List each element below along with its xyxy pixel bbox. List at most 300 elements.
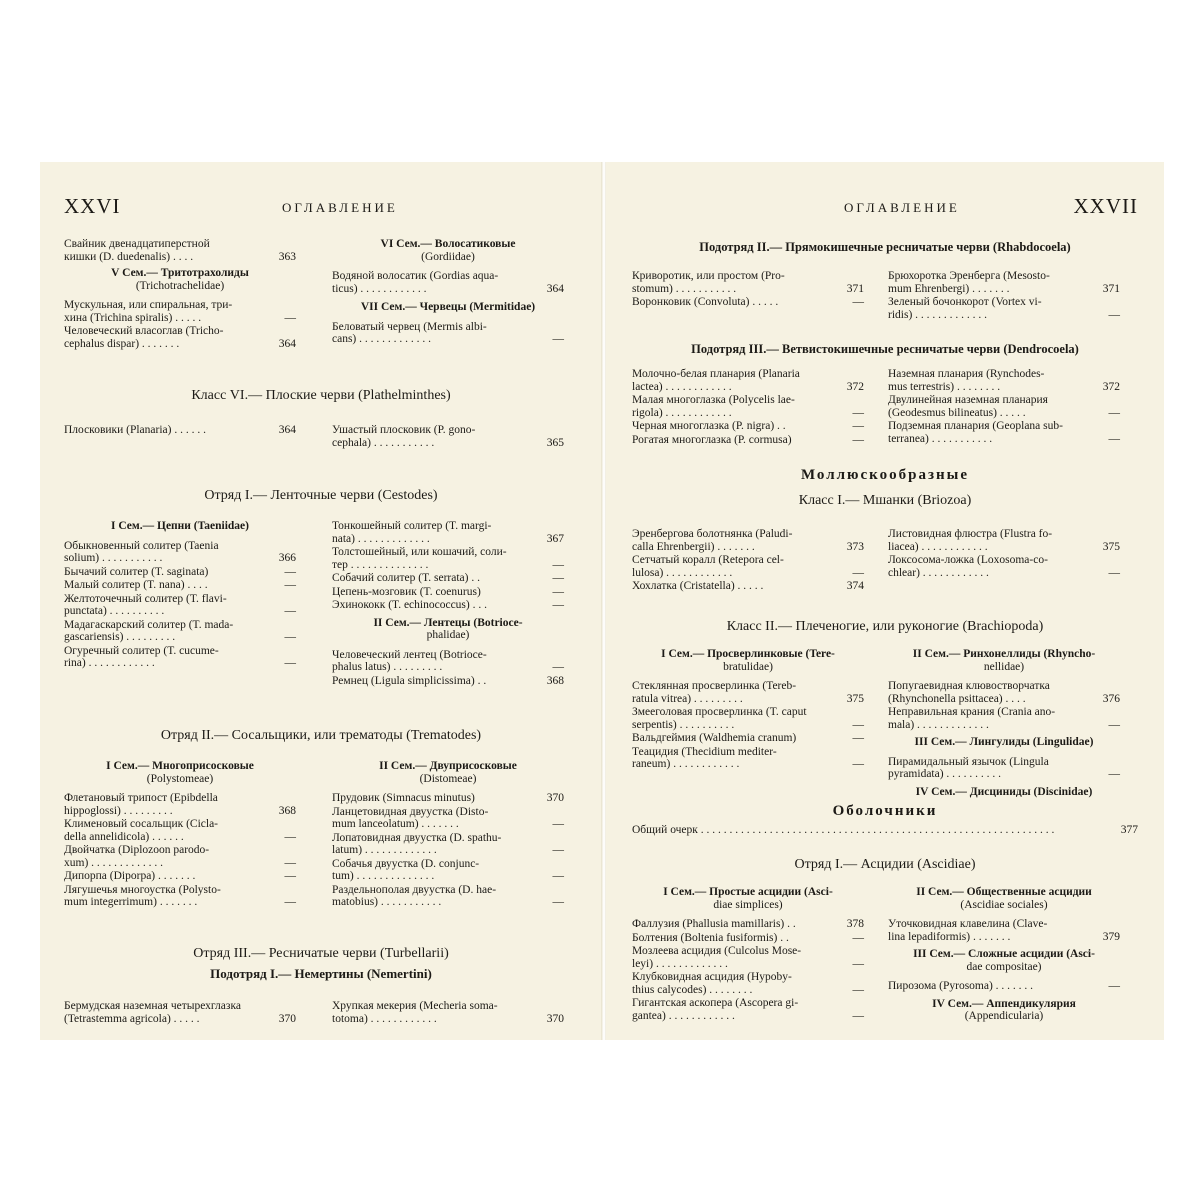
class-i-col-a [632,528,864,594]
toc-entry [888,296,1120,321]
toc-entry-title [332,520,538,545]
toc-entry-title [332,675,538,688]
toc-entry-title [64,424,270,437]
toc-entry-title [632,554,838,579]
family-heading: I Сем.— Просверлинковые (Tere- bratulidae) [661,648,835,673]
toc-entry-line: Сетчатый коралл (Retepora cel- [632,554,784,566]
family-heading: I Сем.— Многоприсосковые (Polystomeae) [106,760,254,785]
suborder-iii-heading: Подотряд III.— Ветвистокишечные ресничатые черви (Dendrocoela) [691,342,1079,356]
toc-entry-page: — [852,1009,864,1022]
toc-entry-page: — [1108,432,1120,445]
toc-entry [888,270,1120,295]
toc-entry-page: — [284,565,296,578]
toc-entry-page: — [284,311,296,324]
toc-entry-line: gascariensis) . . . . . . . . . [64,631,176,643]
toc-entry-title [64,870,270,883]
toc-entry-page: 372 [846,380,864,393]
class-ii-col-b [888,648,1120,805]
toc-entry-title [64,593,270,618]
toc-entry [332,1000,564,1025]
class-vi-col-a [64,424,296,438]
toc-entry-line: rigola) . . . . . . . . . . . . [632,406,732,419]
toc-entry-line: Фаллузия (Phallusia mamillaris) . . [632,918,796,930]
toc-entry-line: Хохлатка (Cristatella) . . . . . [632,580,764,592]
toc-entry-line: Тонкошейный солитер (T. margi- [332,520,492,532]
toc-entry [632,932,864,945]
toc-entry [632,554,864,579]
toc-entry-line: Цепень-мозговик (T. coenurus) [332,585,481,598]
toc-entry [888,680,1120,705]
toc-entry [888,368,1120,393]
toc-entry-line: Огуречный солитер (T. cucume- [64,644,219,657]
ascidiae-col-b [888,886,1120,1030]
right-page-number: XXVII [1073,194,1138,218]
toc-entry [332,792,564,805]
toc-entry-page: — [552,870,564,882]
toc-entry-line: Пирозома (Pyrosoma) . . . . . . . [888,980,1034,992]
family-heading: V Сем.— Тритотрахолиды (Trichotrachelidae) [111,267,249,292]
toc-entry-page: 371 [1102,282,1120,295]
toc-entry-page: — [284,896,296,908]
toc-entry-page: 365 [546,436,564,449]
toc-entry-line: Пирамидальный язычок (Lingula [888,755,1049,768]
toc-entry-line: Малая многоглазка (Polycelis lae- [632,394,795,406]
left-running-head [64,194,584,222]
toc-entry-line: Наземная планария (Rynchodes- [888,368,1045,380]
toc-entry-page: — [552,599,564,611]
toc-entry-line: Мадагаскарский солитер (T. mada- [64,618,234,631]
toc-entry-page: — [552,572,564,584]
toc-entry-line: (Geodesmus bilineatus) . . . . . [888,406,1026,419]
toc-entry-title [64,645,270,670]
toc-entry-title [632,270,838,295]
toc-entry-page: — [852,758,864,770]
suborder-iii-col-b [888,368,1120,446]
toc-entry-page: 363 [278,250,296,263]
toc-entry [64,870,296,883]
toc-entry [332,858,564,883]
toc-entry [888,918,1120,943]
class-ii-col-a [632,648,864,772]
class-i-col-b [888,528,1120,580]
toc-entry-line: Прудовик (Simnacus minutus) [332,792,475,804]
toc-entry-title [332,858,538,883]
class-vi-col-b [332,424,564,450]
toc-entry-title [632,434,838,447]
left-running-title: ОГЛАВЛЕНИЕ [282,200,398,215]
toc-entry-line: serpentis) . . . . . . . . . . [632,718,735,731]
toc-entry-title [888,918,1094,943]
toc-entry-line: Двойчатка (Diplozoon parodo- [64,844,210,856]
toc-entry-title [632,945,838,970]
toc-entry-page: 372 [1102,380,1120,393]
toc-entry-line: Эхинококк (T. echinococcus) . . . [332,599,487,611]
toc-entry-line: ratula vitrea) . . . . . . . . . [632,692,743,705]
toc-entry-page: — [552,333,564,345]
toc-entry-line: хина (Trichina spiralis) . . . . . [64,311,202,324]
toc-entry-line: Желтоточечный солитер (T. flavi- [64,592,227,605]
toc-entry-title [332,424,538,449]
class-i-heading: Класс I.— Мшанки (Briozoa) [798,493,972,508]
toc-entry-line: Двулинейная наземная планария [888,394,1048,406]
toc-entry [632,528,864,553]
suborder-ii-heading: Подотряд II.— Прямокишечные ресничатые черви (Rhabdocoela) [699,240,1071,254]
toc-entry [332,520,564,545]
toc-entry [632,420,864,433]
toc-entry-title [632,420,838,433]
toc-entry [64,540,296,565]
toc-entry-page: — [852,566,864,579]
toc-entry-line: mum lanceolatum) . . . . . . . [332,818,459,830]
toc-entry [332,270,564,295]
toc-entry-page: — [552,844,564,856]
toc-entry-title [888,296,1094,321]
family-heading: I Сем.— Цепни (Taeniidae) [111,520,249,532]
toc-entry-page: — [1108,406,1120,419]
toc-entry-line: gantea) . . . . . . . . . . . . [632,1009,735,1022]
toc-entry-line: Болтения (Boltenia fusiformis) . . [632,931,789,944]
toc-entry-line: cans) . . . . . . . . . . . . . [332,333,432,345]
toc-entry-line: thius calycodes) . . . . . . . . [632,983,753,996]
toc-entry-page: 370 [546,1012,564,1025]
toc-entry [64,299,296,324]
toc-entry-line: punctata) . . . . . . . . . . [64,605,165,617]
toc-entry-page: — [284,579,296,591]
toc-entry-page: — [284,856,296,869]
toc-entry [332,675,564,688]
toc-entry-line: solium) . . . . . . . . . . . [64,552,163,564]
order-iii-heading: Отряд III.— Ресничатые черви (Turbellarii) [193,946,449,961]
toc-entry-page: — [1108,980,1120,992]
toc-entry-page: — [852,406,864,419]
toc-entry-page: 374 [846,580,864,592]
left-page [40,162,602,1040]
toc-entry [332,649,564,674]
toc-entry-line: Свайник двенадцатиперстной [64,238,210,250]
right-page [606,162,1164,1040]
toc-entry-line: Ушастый плосковик (P. gono- [332,424,476,436]
toc-entry-title [632,997,838,1022]
group-heading-molluscoidea: Моллюскообразные [800,467,970,483]
toc-entry-line: Попугаевидная клювостворчатка [888,680,1050,692]
toc-entry-line: mum Ehrenbergi) . . . . . . . [888,282,1010,295]
toc-entry-line: leyi) . . . . . . . . . . . . . [632,957,728,970]
toc-entry [64,844,296,869]
toc-entry [632,680,864,705]
toc-entry-page: — [552,661,564,673]
order-i-col-a [64,520,296,671]
toc-entry-title [632,580,838,593]
toc-entry-line: mum integerrimum) . . . . . . . [64,896,198,908]
toc-entry-page: — [552,818,564,830]
toc-entry-line: stomum) . . . . . . . . . . . [632,282,737,295]
family-heading: IV Сем.— Дисциниды (Discinidae) [915,785,1093,798]
toc-entry [64,792,296,817]
toc-entry-page: 370 [546,792,564,804]
toc-entry-line: кишки (D. duedenalis) . . . . [64,250,194,263]
toc-entry [332,586,564,599]
toc-entry-title [888,706,1094,731]
toc-entry-page: — [1108,308,1120,321]
toc-entry-line: phalus latus) . . . . . . . . . [332,661,443,673]
toc-entry [332,546,564,571]
class-vi-heading: Класс VI.— Плоские черви (Plathelminthes) [191,388,451,403]
toc-entry [332,599,564,612]
toc-entry-title [632,732,838,745]
order-ii-col-b [332,760,564,910]
toc-entry-line: Толстошейный, или кошачий, соли- [332,546,507,558]
toc-entry-title [64,818,270,843]
toc-entry-page: 373 [846,540,864,553]
family-heading: IV Сем.— Аппендикулярия (Appendicularia) [932,997,1076,1022]
toc-entry-page: 375 [1102,540,1120,553]
toc-entry-title [332,806,538,831]
toc-entry [632,580,864,593]
toc-entry-line: Мускульная, или спиральная, три- [64,299,233,311]
toc-entry-line: Черная многоглазка (P. nigra) . . [632,420,786,432]
toc-entry-line: Молочно-белая планария (Planaria [632,368,800,380]
toc-entry-line: тер . . . . . . . . . . . . . . [332,558,429,571]
toc-entry-title [64,325,270,350]
toc-entry [64,566,296,579]
toc-entry-title [332,649,538,674]
toc-entry-title [632,932,838,945]
toc-entry-title [332,832,538,857]
toc-entry-page: — [852,983,864,996]
book-spread [40,162,1164,1040]
toc-entry [64,579,296,592]
toc-entry-title [632,918,838,931]
toc-entry-title [64,1000,270,1025]
toc-entry-line: totoma) . . . . . . . . . . . . [332,1012,437,1025]
toc-entry [888,980,1120,993]
toc-entry-line: Мозлеева асцидия (Culcolus Mose- [632,945,802,957]
toc-entry-page: — [852,420,864,432]
right-running-title: ОГЛАВЛЕНИЕ [844,200,960,215]
toc-entry-line: Гигантская аскопера (Ascopera gi- [632,997,799,1009]
toc-entry-page: 364 [278,337,296,350]
toc-entry-line: matobius) . . . . . . . . . . . [332,896,442,908]
toc-entry-page: — [852,296,864,308]
toc-entry [888,528,1120,553]
family-heading: III Сем.— Сложные асцидии (Asci- dae compositae) [913,948,1095,973]
toc-entry-page: 368 [278,804,296,817]
toc-entry-page: — [852,957,864,970]
toc-entry-page: — [284,870,296,882]
toc-entry-line: Собачий солитер (T. serrata) . . [332,572,480,584]
toc-entry-title [332,546,538,571]
toc-entry-line: mus terrestris) . . . . . . . . [888,380,1001,393]
toc-entry-line: cephala) . . . . . . . . . . . [332,436,435,449]
toc-entry [64,424,296,437]
toc-entry-title [64,619,270,644]
toc-entry-page: 364 [546,282,564,295]
toc-entry [332,806,564,831]
toc-entry [888,394,1120,419]
toc-entry [632,706,864,731]
right-running-head [632,194,1138,222]
toc-entry-line: Лопатовидная двуустка (D. spathu- [332,831,502,844]
toc-entry-title [64,792,270,817]
toc-entry-line: terranea) . . . . . . . . . . . [888,432,993,445]
toc-entry-line: Листовидная флюстра (Flustra fo- [888,528,1053,540]
toc-entry-title [632,296,838,309]
toc-entry-title [332,586,538,599]
toc-entry-title [632,971,838,996]
toc-entry-page: — [284,830,296,843]
toc-entry-line: Теацидия (Thecidium mediter- [632,745,777,758]
toc-entry-title [632,368,838,393]
toc-entry-page: — [284,605,296,617]
toc-entry-line: Хрупкая мекерия (Mecheria soma- [332,1000,498,1012]
toc-entry [888,756,1120,781]
toc-entry-line: Бермудская наземная четырехглазка [64,1000,241,1012]
toc-entry-line: Плосковики (Planaria) . . . . . . [64,424,206,436]
toc-entry-line: Малый солитер (T. nana) . . . . [64,579,208,591]
toc-entry-line: Бычачий солитер (T. saginata) [64,565,209,578]
toc-entry [332,321,564,346]
toc-entry-title [632,528,838,553]
toc-entry [64,619,296,644]
toc-entry-title [888,554,1094,579]
toc-entry [64,1000,296,1025]
toc-entry-title [64,884,270,909]
class-ii-heading: Класс II.— Плеченогие, или руконогие (Brachiopoda) [726,619,1044,634]
toc-entry-title [888,420,1094,445]
toc-entry [632,368,864,393]
toc-entry-line: Уточковидная клавелина (Clave- [888,918,1048,930]
toc-entry-line: Стеклянная просверлинка (Tereb- [632,680,797,692]
toc-entry [632,945,864,970]
order-i-heading: Отряд I.— Ленточные черви (Cestodes) [204,488,438,503]
toc-entry-line: ridis) . . . . . . . . . . . . . [888,308,988,321]
toc-entry-page: — [852,732,864,744]
toc-entry [632,746,864,771]
toc-entry [632,270,864,295]
toc-entry-line: Брюхоротка Эренберга (Mesosto- [888,270,1050,282]
toc-entry-page: — [852,718,864,731]
toc-entry-line: Подземная планария (Geoplana sub- [888,420,1063,432]
toc-entry [632,997,864,1022]
toc-entry-line: ticus) . . . . . . . . . . . . [332,282,427,295]
toc-entry [888,554,1120,579]
toc-entry-line: Рогатая многоглазка (P. cormusa) [632,433,792,446]
toc-entry [332,884,564,909]
toc-entry-page: — [1108,768,1120,780]
toc-entry-title [64,579,270,592]
family-heading: I Сем.— Простые асцидии (Asci- diae simplices) [663,886,833,911]
toc-entry-page: 370 [278,1012,296,1025]
toc-entry-title [332,792,538,805]
toc-entry-line: Неправильная крания (Crania ano- [888,706,1056,718]
toc-entry-line: nata) . . . . . . . . . . . . . [332,532,430,545]
toc-entry-title [332,884,538,909]
toc-entry-line: della annelidicola) . . . . . . [64,830,184,843]
toc-entry-page: 378 [846,918,864,930]
toc-entry-line: Ланцетовидная двуустка (Disto- [332,805,489,818]
toc-entry [64,818,296,843]
left-top-col-a [64,238,296,351]
toc-entry [332,572,564,585]
toc-entry-line: Локсосома-ложка (Loxosoma-co- [888,554,1048,566]
toc-entry-line: Флетановый трипост (Epibdella [64,792,218,804]
toc-entry-line: Криворотик, или простом (Pro- [632,270,785,282]
toc-entry-title [332,321,538,346]
toc-entry-line: Обыкновенный солитер (Taenia [64,539,219,552]
toc-entry-line: (Tetrastemma agricola) . . . . . [64,1012,200,1025]
suborder-iii-col-a [632,368,864,447]
toc-entry-title [332,572,538,585]
toc-entry-page: — [284,631,296,643]
toc-entry [888,706,1120,731]
toc-entry-title [888,368,1094,393]
toc-entry-page: — [552,585,564,598]
toc-entry [632,732,864,745]
toc-entry-line: xum) . . . . . . . . . . . . . [64,856,164,869]
order-ii-heading: Отряд II.— Сосальщики, или трематоды (Trematodes) [160,728,482,743]
suborder-i-col-b [332,1000,564,1026]
toc-entry-line: cephalus dispar) . . . . . . . [64,337,180,350]
family-heading: III Сем.— Лингулиды (Lingulidae) [914,736,1094,748]
toc-entry-line: Эренбергова болотнянка (Paludi- [632,528,793,540]
toc-entry-title [632,680,838,705]
toc-entry-title [632,706,838,731]
left-page-number: XXVI [64,194,121,218]
toc-entry-title [888,528,1094,553]
toc-entry-title [888,394,1094,419]
toc-entry-line: Раздельнополая двуустка (D. hae- [332,883,497,896]
ascidiae-col-a [632,886,864,1023]
toc-entry-line: Воронковик (Convoluta) . . . . . [632,296,779,308]
toc-entry-page: 367 [546,532,564,545]
toc-entry-line: (Rhynchonella psittacea) . . . . [888,692,1026,705]
suborder-ii-col-b [888,270,1120,322]
toc-entry-line: Ремнец (Ligula simplicissima) . . [332,674,487,687]
family-heading: II Сем.— Лентецы (Botrioce- phalidae) [373,616,523,641]
order-ii-col-a [64,760,296,910]
toc-entry-page: — [284,657,296,669]
order-i-col-b [332,520,564,688]
toc-entry-line: mala) . . . . . . . . . . . . . [888,718,989,731]
toc-entry [888,420,1120,445]
family-heading: II Сем.— Ринхонеллиды (Rhyncho- nellidae) [912,648,1096,673]
toc-entry [632,971,864,996]
toc-entry-line: chlear) . . . . . . . . . . . . [888,566,989,579]
toc-entry-page: — [552,896,564,908]
toc-entry-title [332,270,538,295]
toc-entry-title [64,238,270,263]
toc-entry-line: Человеческий лентец (Botrioce- [332,648,487,661]
toc-entry-title [888,270,1094,295]
toc-entry-line: calla Ehrenbergii) . . . . . . . [632,540,755,553]
toc-entry-line: tum) . . . . . . . . . . . . . . [332,870,435,882]
toc-entry-title [64,540,270,565]
toc-entry [632,394,864,419]
toc-entry-line: lactea) . . . . . . . . . . . . [632,380,732,393]
toc-entry [64,645,296,670]
toc-entry-line: Беловатый червец (Mermis albi- [332,320,487,333]
toc-entry-line: rina) . . . . . . . . . . . . [64,657,155,669]
toc-entry-page: — [852,931,864,944]
family-heading: VI Сем.— Волосатиковые (Gordiidae) [380,238,516,263]
order-ascidiae-heading: Отряд I.— Асцидии (Ascidiae) [794,857,976,872]
toc-entry-title [888,680,1094,705]
suborder-i-col-a [64,1000,296,1026]
toc-entry-page: 371 [846,282,864,295]
toc-entry-line: liacea) . . . . . . . . . . . . [888,540,988,553]
toc-entry-line: Дипорпа (Diporpa) . . . . . . . [64,870,196,882]
toc-entry-page: 375 [846,692,864,705]
